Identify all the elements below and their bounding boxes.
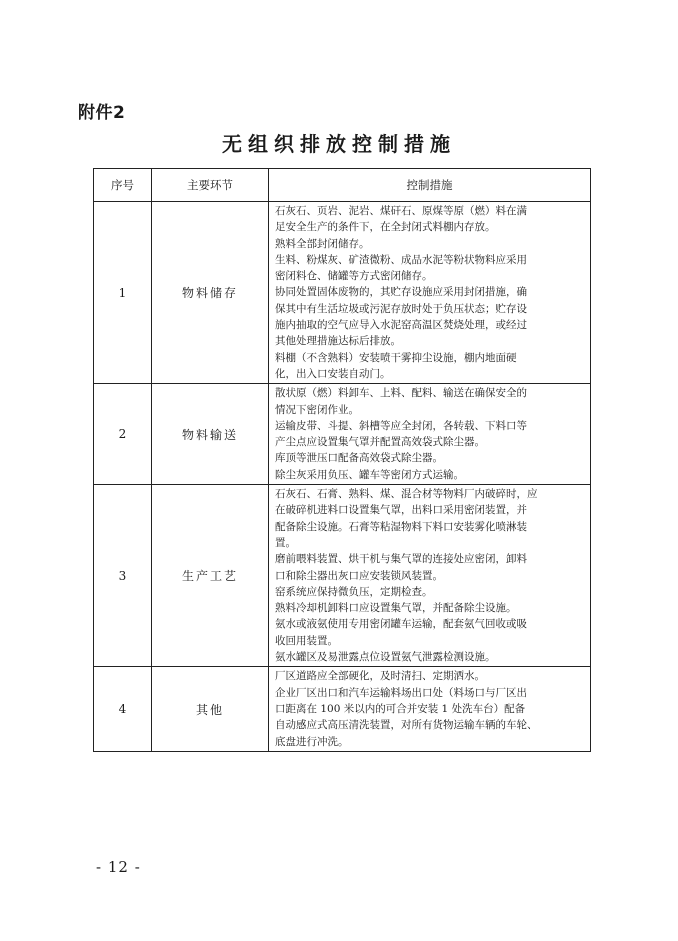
- measure-line: 保其中有生活垃圾或污泥存放时处于负压状态；贮存设: [275, 302, 527, 315]
- measure-line: 施内抽取的空气应导入水泥窑高温区焚烧处理，或经过: [275, 319, 527, 332]
- measure-line: 熟料冷却机卸料口应设置集气罩，并配备除尘设施。: [275, 602, 517, 615]
- measure-line: 密闭料仓、储罐等方式密闭储存。: [275, 270, 433, 283]
- measure-line: 底盘进行冲洗。: [275, 735, 349, 748]
- control-measures-table: [93, 168, 591, 752]
- attachment-label: 附件2: [78, 103, 126, 123]
- measure-line: 口距离在 100 米以内的可合并安装 1 处洗车台）配备: [275, 702, 526, 715]
- measure-line: 收回用装置。: [275, 634, 338, 647]
- measure-line: 磨前喂料装置、烘干机与集气罩的连接处应密闭，卸料: [275, 553, 527, 566]
- measure-line: 库顶等泄压口配备高效袋式除尘器。: [275, 452, 443, 465]
- row-stage: 物料储存: [152, 202, 269, 384]
- row-stage: 其他: [152, 667, 269, 751]
- measure-line: 窑系统应保持微负压，定期检查。: [275, 585, 433, 598]
- measure-line: 配备除尘设施。石膏等粘湿物料下料口安装雾化喷淋装: [275, 520, 527, 533]
- page-number: - 12 -: [96, 858, 141, 876]
- measure-line: 除尘灰采用负压、罐车等密闭方式运输。: [275, 468, 464, 481]
- measure-line: 自动感应式高压清洗装置，对所有货物运输车辆的车轮、: [275, 719, 538, 732]
- measure-line: 氨水或液氨使用专用密闭罐车运输，配套氨气回收或吸: [275, 618, 527, 631]
- header-measures: 控制措施: [269, 169, 591, 202]
- table-row: [94, 202, 591, 384]
- table-header-row: [94, 169, 591, 202]
- measure-line: 协同处置固体废物的，其贮存设施应采用封闭措施，确: [275, 286, 527, 299]
- row-measures: [269, 667, 591, 751]
- table-row: [94, 384, 591, 485]
- measure-line: 运输皮带、斗提、斜槽等应全封闭，各转载、下料口等: [275, 419, 527, 432]
- header-stage: 主要环节: [152, 169, 269, 202]
- measure-line: 生料、粉煤灰、矿渣微粉、成品水泥等粉状物料应采用: [275, 253, 527, 266]
- measure-line: 散状原（燃）料卸车、上料、配料、输送在确保安全的: [275, 387, 527, 400]
- row-index: 4: [94, 667, 152, 751]
- row-index: 2: [94, 384, 152, 485]
- measure-line: 化，出入口安装自动门。: [275, 367, 391, 380]
- measure-line: 产尘点应设置集气罩并配置高效袋式除尘器。: [275, 436, 485, 449]
- measure-line: 情况下密闭作业。: [275, 403, 359, 416]
- measure-line: 厂区道路应全部硬化，及时清扫、定期洒水。: [275, 670, 485, 683]
- table-row: [94, 485, 591, 667]
- measure-line: 企业厂区出口和汽车运输料场出口处（料场口与厂区出: [275, 686, 527, 699]
- measure-line: 氨水罐区及易泄露点位设置氨气泄露检测设施。: [275, 651, 496, 664]
- header-index: 序号: [94, 169, 152, 202]
- row-stage: 物料输送: [152, 384, 269, 485]
- measure-line: 石灰石、石膏、熟料、煤、混合材等物料厂内破碎时，应: [275, 488, 538, 501]
- document-title: 无组织排放控制措施: [222, 132, 456, 156]
- measure-line: 在破碎机进料口设置集气罩，出料口采用密闭装置，并: [275, 504, 527, 517]
- row-index: 1: [94, 202, 152, 384]
- row-measures: [269, 485, 591, 667]
- row-measures: [269, 202, 591, 384]
- measure-line: 口和除尘器出灰口应安装锁风装置。: [275, 569, 443, 582]
- measure-line: 足安全生产的条件下，在全封闭式料棚内存放。: [275, 221, 496, 234]
- row-measures: [269, 384, 591, 485]
- table-row: [94, 667, 591, 751]
- measure-line: 料棚（不含熟料）安装喷干雾抑尘设施，棚内地面硬: [275, 351, 517, 364]
- measure-line: 石灰石、页岩、泥岩、煤矸石、原煤等原（燃）料在满: [275, 205, 527, 217]
- row-index: 3: [94, 485, 152, 667]
- measure-line: 其他处理措施达标后排放。: [275, 335, 401, 348]
- measure-line: 熟料全部封闭储存。: [275, 237, 370, 250]
- row-stage: 生产工艺: [152, 485, 269, 667]
- measure-line: 置。: [275, 536, 296, 549]
